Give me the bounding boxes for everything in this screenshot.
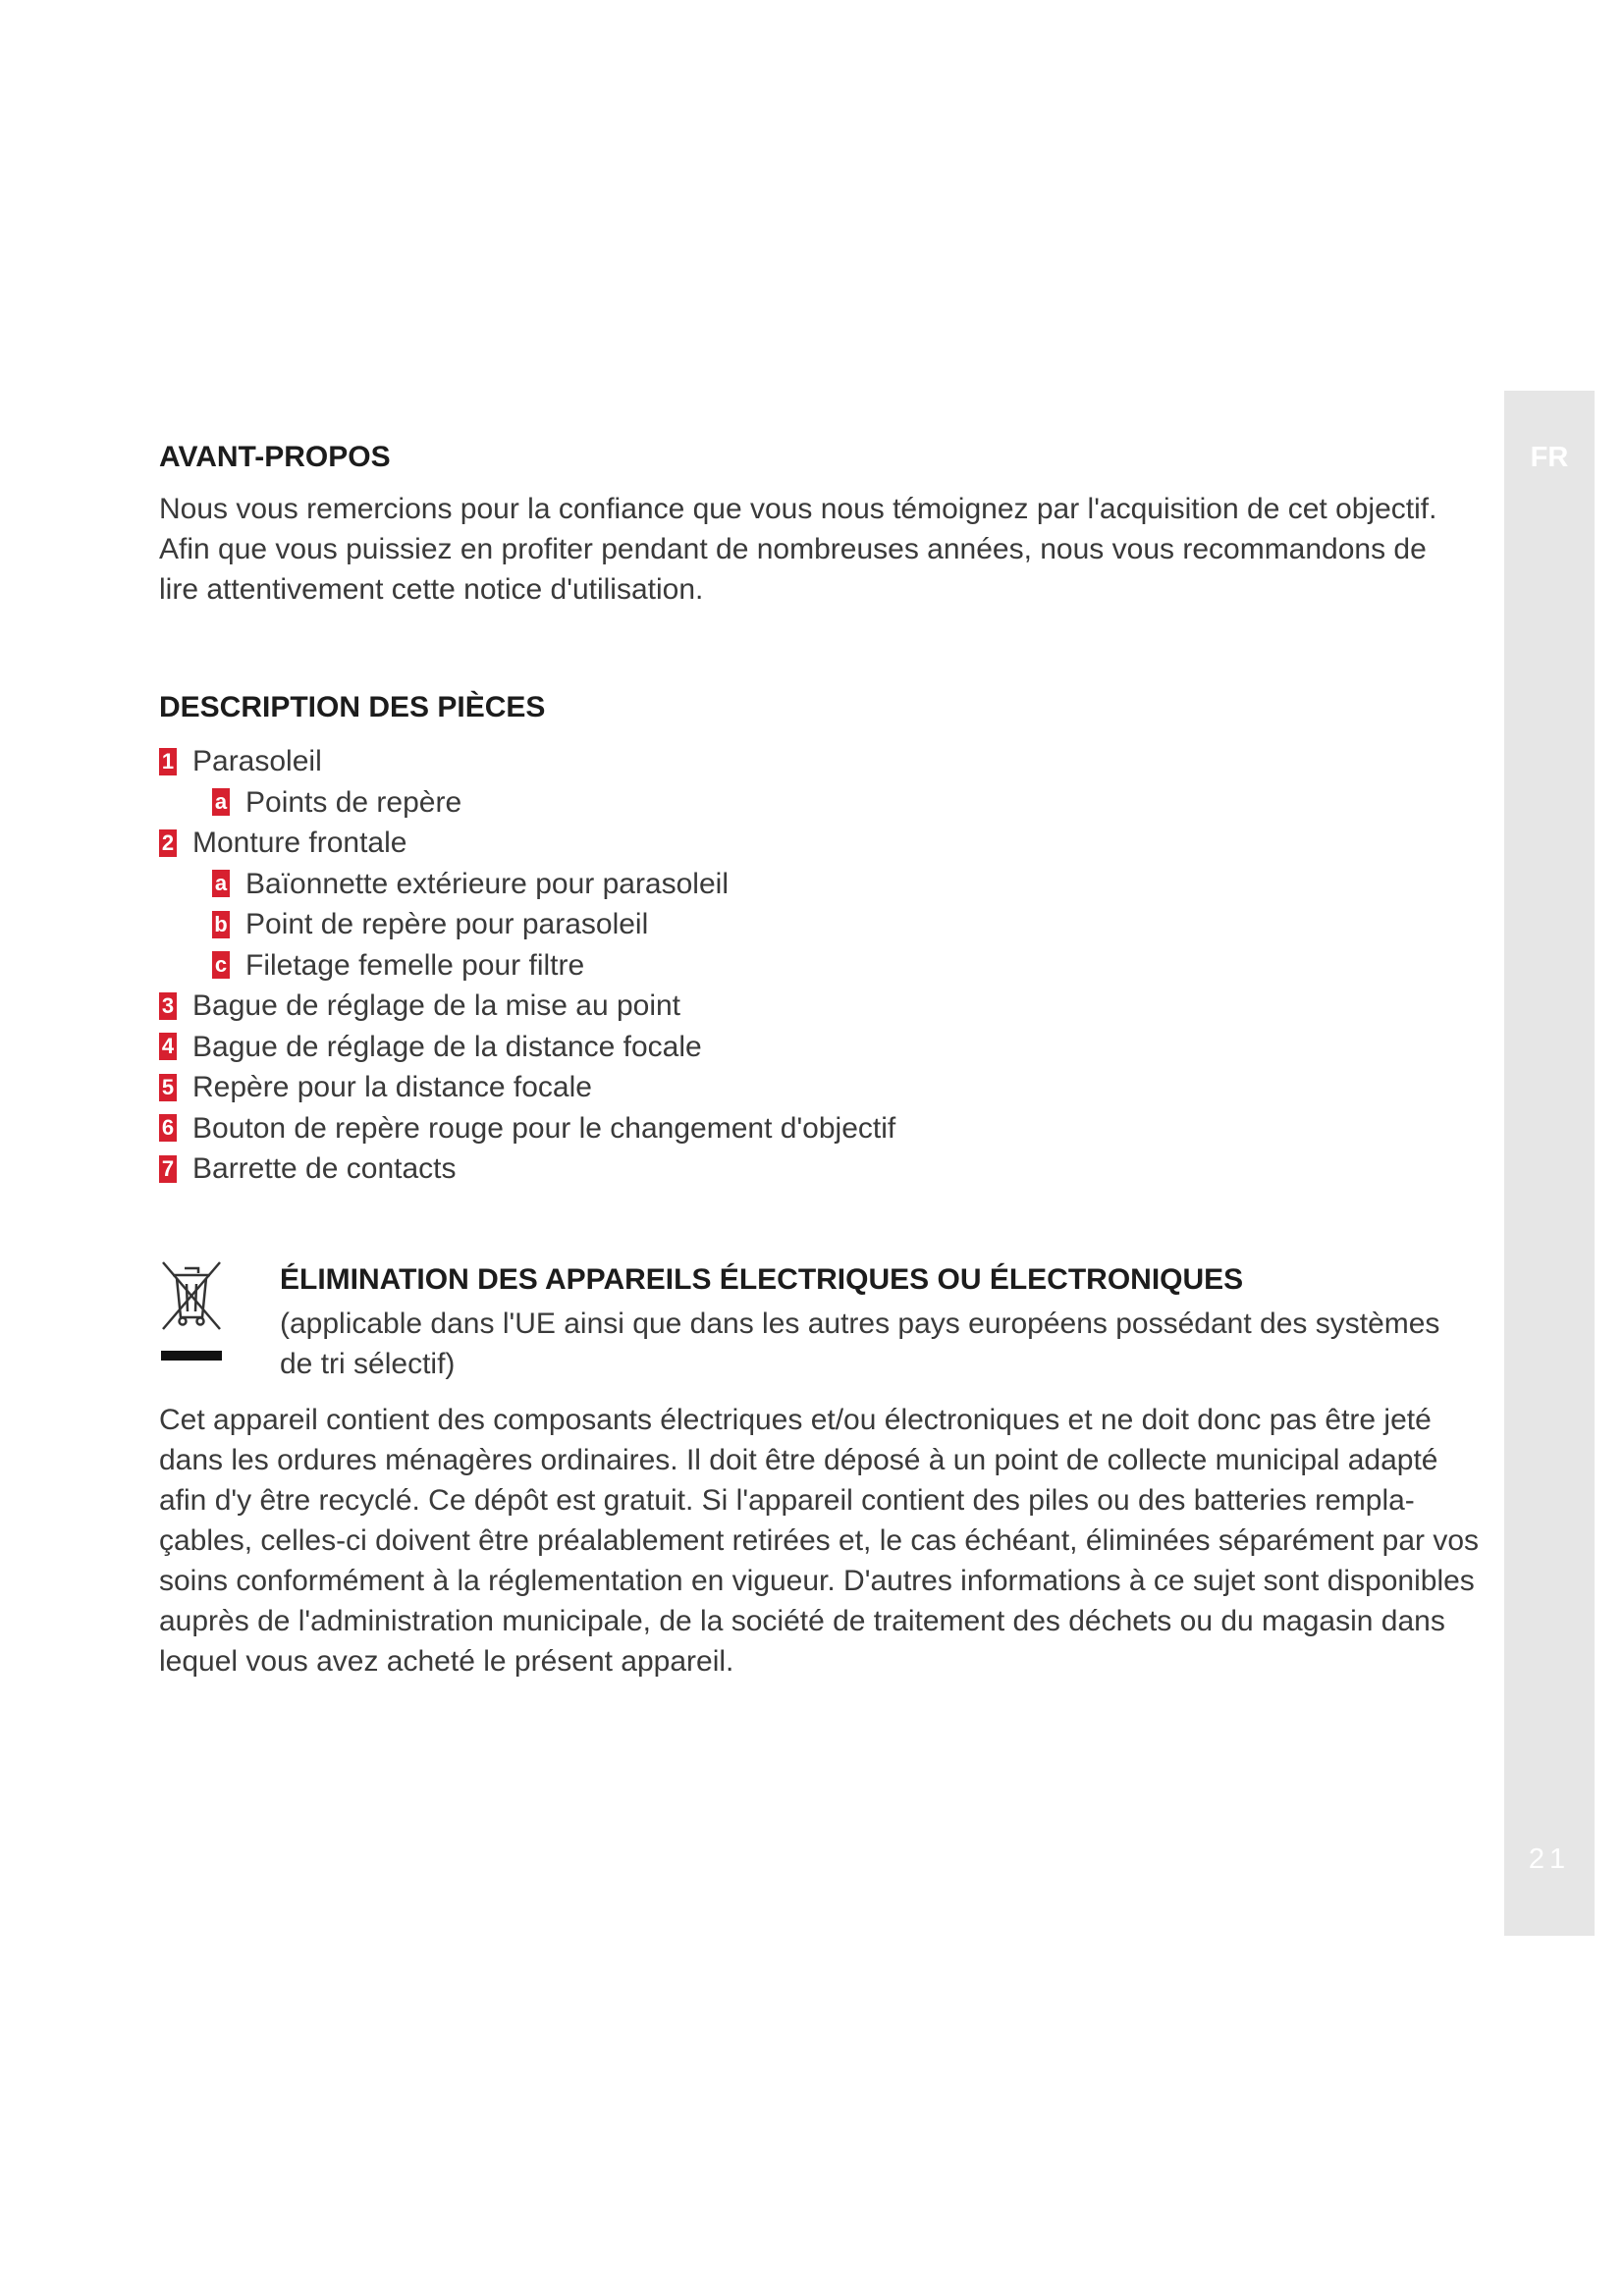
description-title: DESCRIPTION DES PIÈCES [159, 691, 546, 723]
side-tab [1504, 391, 1595, 1936]
list-item [159, 1148, 1485, 1190]
item-label: Bague de réglage de la mise au point [192, 989, 681, 1022]
item-badge: b [212, 911, 230, 938]
list-item [159, 782, 1485, 824]
list-item [159, 945, 1485, 987]
item-label: Bague de réglage de la distance focale [192, 1030, 702, 1063]
item-label: Repère pour la distance focale [192, 1071, 592, 1103]
list-item [159, 1108, 1485, 1149]
item-label: Point de repère pour parasoleil [245, 908, 649, 940]
item-label: Barrette de contacts [192, 1152, 457, 1185]
weee-crossed-bin-icon [157, 1256, 226, 1364]
item-badge: 4 [159, 1033, 177, 1060]
list-item [159, 904, 1485, 945]
item-badge: 5 [159, 1074, 177, 1101]
item-label: Baïonnette extérieure pour parasoleil [245, 867, 729, 900]
avant-propos-text: Nous vous remercions pour la confiance que vous nous témoignez par l'acquisition de cet objectif. Afin que vous puissiez en profiter pendant de nombreuses années, nous vous recommandons de lire attentivement cette notice d'utilisation. [159, 493, 1437, 606]
item-badge: 2 [159, 829, 177, 857]
item-badge: 6 [159, 1114, 177, 1142]
elimination-subtitle: (applicable dans l'UE ainsi que dans les autres pays européens possédant des systèmes de tri sélectif) [280, 1307, 1440, 1380]
page-content [159, 438, 1485, 1682]
list-item [159, 1027, 1485, 1068]
parts-list [159, 741, 1485, 1190]
item-label: Points de repère [245, 785, 462, 819]
item-badge: c [212, 951, 230, 979]
item-badge: a [212, 788, 230, 816]
item-badge: a [212, 870, 230, 897]
list-item [159, 864, 1485, 905]
language-label: FR [1530, 442, 1569, 473]
item-badge: 3 [159, 992, 177, 1020]
list-item [159, 1067, 1485, 1108]
list-item [159, 741, 1485, 782]
section-description [159, 688, 1485, 1190]
list-item [159, 986, 1485, 1027]
avant-propos-title: AVANT-PROPOS [159, 441, 391, 473]
section-avant-propos [159, 438, 1485, 610]
elimination-header [280, 1260, 1485, 1384]
elimination-title: ÉLIMINATION DES APPAREILS ÉLECTRIQUES OU ÉLECTRONIQUES [280, 1262, 1244, 1296]
item-badge: 1 [159, 748, 177, 775]
page-number: 21 [1528, 1843, 1571, 1875]
item-label: Monture frontale [192, 827, 407, 859]
item-badge: 7 [159, 1155, 177, 1183]
elimination-text: Cet appareil contient des composants électriques et/ou électroniques et ne doit donc pas être jeté dans les ordures ménagères ordinaires. Il doit être déposé à un point de collecte municipal adapté afin d'y être recyclé. Ce dépôt est gratuit. Si l'appareil contient des piles ou des batteries rempla-çables, celles-ci doivent être préalablement retirées et, le cas échéant, éliminées séparément par vos soins conformément à la réglementation en vigueur. D'autres informations à ce sujet sont disponibles auprès de l'administration municipale, de la société de traitement des déchets ou du magasin dans lequel vous avez acheté le présent appareil. [159, 1403, 1480, 1678]
section-elimination [159, 1260, 1485, 1682]
list-item [159, 823, 1485, 864]
item-label: Bouton de repère rouge pour le changement d'objectif [192, 1111, 896, 1145]
item-label: Filetage femelle pour filtre [245, 948, 585, 982]
item-label: Parasoleil [192, 745, 322, 777]
